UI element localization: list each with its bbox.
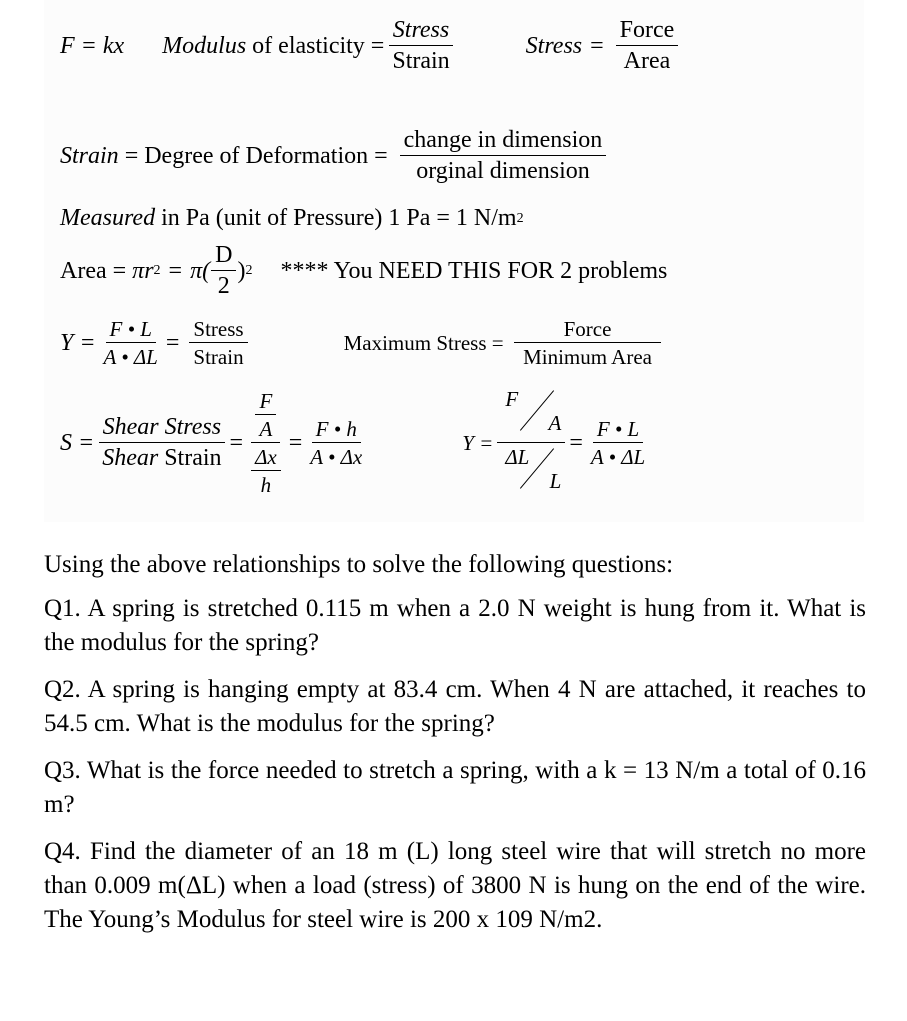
- stress-numerator: Force: [616, 18, 679, 46]
- measured-rest: in Pa (unit of Pressure) 1 Pa = 1 N/m: [161, 205, 517, 231]
- formula-row-young: [60, 318, 665, 368]
- area-equals: =: [168, 257, 183, 284]
- modulus-fraction: [388, 18, 453, 74]
- young-fraction-1: [100, 318, 162, 368]
- formula-row-area: Area = πr 2 = π( $\frac{D}{2}$ ) 2 **** You NEED THIS FOR 2 problems: [60, 242, 668, 300]
- young-denominator-1: A • ΔL: [103, 345, 158, 370]
- area-note: **** You NEED THIS FOR 2 problems: [280, 257, 668, 284]
- young-label: Y =: [60, 329, 96, 356]
- shear-equals-2: =: [288, 429, 303, 456]
- strain-numerator: change in dimension: [400, 128, 607, 156]
- young2-fraction: [587, 418, 649, 468]
- strain-label: Strain: [60, 142, 119, 169]
- shear-numerator-1: Shear Stress: [99, 415, 225, 443]
- young-fraction-2: [189, 318, 247, 368]
- shear-fraction-2: [247, 390, 285, 496]
- area-pi-open: π(: [190, 257, 211, 284]
- shear-a: A: [259, 417, 273, 442]
- modulus-numerator: Stress: [389, 18, 453, 46]
- strain-fraction: [400, 128, 607, 184]
- young2-a: A: [548, 410, 562, 435]
- formula-row-measured: Measured in Pa (unit of Pressure) 1 Pa = 1 N/m 2: [60, 205, 524, 231]
- strain-denominator: orginal dimension: [416, 158, 590, 185]
- max-stress-denominator: Minimum Area: [523, 345, 652, 370]
- modulus-label: Modulus: [162, 32, 247, 59]
- young-numerator-1: F • L: [106, 318, 156, 343]
- young2-label: Y =: [462, 430, 494, 455]
- formula-row-strain: [60, 128, 610, 184]
- strain-rest: = Degree of Deformation =: [124, 142, 388, 169]
- intro-text: Using the above relationships to solve the following questions:: [44, 551, 674, 578]
- young2-top: [497, 388, 565, 443]
- questions-section: [44, 548, 866, 937]
- measured-label: Measured: [60, 205, 156, 231]
- stress-denominator: Area: [623, 48, 671, 75]
- question-1: Q1. A spring is stretched 0.115 m when a 2.0 N weight is hung from it. What is the modulus for the spring?: [44, 595, 866, 656]
- stress-equals: =: [590, 32, 604, 59]
- young2-f-slash-a: [501, 388, 561, 434]
- young2-l: L: [549, 469, 562, 494]
- area-numerator: D: [211, 243, 236, 271]
- young2-equals: =: [569, 429, 583, 456]
- shear-denominator-1: [98, 443, 225, 471]
- shear-dx-over-h: [251, 446, 281, 496]
- area-pi-r: πr: [132, 257, 154, 284]
- shear-fraction-1: [98, 415, 225, 471]
- shear-denominator-3: A • Δx: [310, 445, 363, 470]
- young2-dl-slash-l: [501, 446, 561, 492]
- area-fraction: [211, 243, 236, 299]
- shear-dx: Δx: [251, 446, 281, 471]
- question-2: Q2. A spring is hanging empty at 83.4 cm. When 4 N are attached, it reaches to 54.5 cm. What is the modulus for the spring?: [44, 676, 866, 737]
- shear-den-roman: Strain: [164, 445, 222, 472]
- modulus-label-rest: of elasticity =: [252, 32, 385, 59]
- shear-f: F: [255, 390, 276, 415]
- max-stress-numerator: Force: [514, 318, 662, 343]
- area-prefix: Area =: [60, 257, 127, 284]
- max-stress-label: Maximum Stress =: [343, 330, 504, 355]
- shear-numerator-3: F • h: [312, 418, 361, 443]
- stress-label: Stress: [525, 32, 583, 59]
- shear-h: h: [260, 473, 272, 498]
- question-3: Q3. What is the force needed to stretch a spring, with a k = 13 N/m a total of 0.16 m?: [44, 757, 866, 818]
- shear-fraction-3: [306, 418, 366, 468]
- shear-compound-numerator: [251, 390, 280, 443]
- formula-row-shear: [60, 388, 653, 498]
- area-close: ): [237, 257, 246, 284]
- young2-numerator: F • L: [593, 418, 643, 443]
- stress-fraction: [616, 18, 679, 74]
- shear-label: S =: [60, 429, 95, 456]
- young-denominator-2: Strain: [193, 345, 244, 370]
- young-numerator-2: Stress: [189, 318, 247, 343]
- young-equals: =: [165, 329, 180, 356]
- young2-f: F: [505, 387, 519, 411]
- shear-den-italic: Shear: [102, 445, 159, 472]
- modulus-denominator: Strain: [392, 48, 450, 75]
- question-4: Q4. Find the diameter of an 18 m (L) long steel wire that will stretch no more than 0.009 m(ΔL) when a load (stress) of 3800 N is hung on the end of the wire. The Young’s Modulus for steel wire is 200 x 109 N/m2.: [44, 838, 866, 933]
- young2-dl: ΔL: [505, 445, 530, 470]
- shear-equals-1: =: [229, 429, 244, 456]
- young2-bottom: [497, 443, 565, 498]
- shear-f-over-a: [255, 390, 276, 440]
- formula-row-1: [60, 18, 682, 74]
- hooke-law: F = kx: [60, 32, 125, 59]
- young2-compound-fraction: [497, 388, 565, 498]
- max-stress-fraction: [514, 318, 662, 368]
- shear-compound-denominator: [247, 443, 285, 496]
- young2-denominator: A • ΔL: [590, 445, 646, 470]
- area-denominator: 2: [217, 273, 230, 300]
